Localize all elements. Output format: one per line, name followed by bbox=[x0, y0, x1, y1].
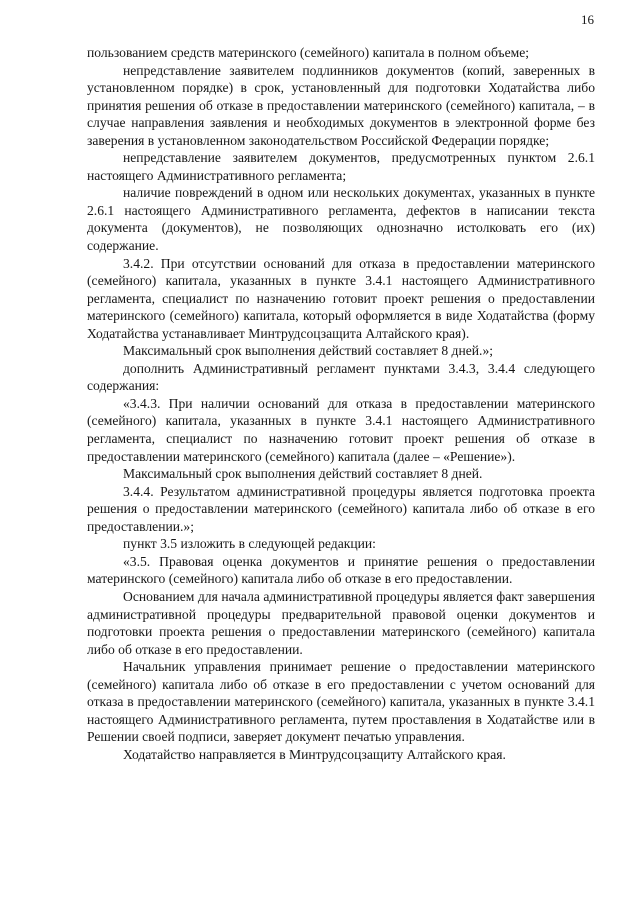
paragraph-3-4-4: 3.4.4. Результатом административной процедуры является подготовка проекта решения о предоставлении материнского (семейного) капитала либо об отказе в его предоставлении.»; bbox=[87, 483, 595, 534]
paragraph: Начальник управления принимает решение о предоставлении материнского (семейного) капитала либо об отказе в его предоставлении с учетом оснований для отказа в предоставлении материнского (семейного) капитала, указанных в пункте 3.4.1 настоящего Административного регламента, путем проставления в Ходатайстве или в Решении своей подписи, заверяет документ печатью управления. bbox=[87, 659, 595, 745]
paragraph: Максимальный срок выполнения действий составляет 8 дней. bbox=[123, 466, 483, 482]
paragraph: Ходатайство направляется в Минтрудсоцзащиту Алтайского края. bbox=[123, 746, 506, 762]
paragraph: пункт 3.5 изложить в следующей редакции: bbox=[123, 536, 376, 552]
document-body bbox=[87, 44, 595, 763]
paragraph: непредставление заявителем документов, предусмотренных пунктом 2.6.1 настоящего Административного регламента; bbox=[87, 150, 595, 183]
paragraph-continuation: пользованием средств материнского (семейного) капитала в полном объеме; bbox=[87, 45, 530, 60]
paragraph: непредставление заявителем подлинников документов (копий, заверенных в установленном порядке) в срок, установленный для подготовки Ходатайства либо принятия решения об отказе в предоставлении материнского (семейного) капитала, – в случае направления заявления и необходимых документов в электронной форме без заверения в установленном законодательством Российской Федерации порядке; bbox=[87, 62, 595, 148]
page-number: 16 bbox=[581, 12, 594, 27]
paragraph: Максимальный срок выполнения действий составляет 8 дней.»; bbox=[123, 343, 494, 359]
paragraph-3-4-3: «3.4.3. При наличии оснований для отказа в предоставлении материнского (семейного) капитала, указанных в пункте 3.4.1 настоящего Административного регламента, специалист по назначению готовит проект решения об отказе в предоставлении материнского (семейного) капитала (далее – «Решение»). bbox=[87, 395, 595, 464]
paragraph: наличие повреждений в одном или нескольких документах, указанных в пункте 2.6.1 настоящего Административного регламента, дефектов в написании текста документа (документов), не позволяющих однозначно истолковать его (их) содержание. bbox=[87, 185, 595, 254]
paragraph-3-5: «3.5. Правовая оценка документов и принятие решения о предоставлении материнского (семейного) капитала либо об отказе в его предоставлении. bbox=[87, 553, 595, 587]
paragraph: дополнить Административный регламент пунктами 3.4.3, 3.4.4 следующего содержания: bbox=[87, 360, 595, 394]
paragraph: Основанием для начала административной процедуры является факт завершения административной процедуры предварительной правовой оценки документов и подготовки проекта решения о предоставлении материнского (семейного) капитала либо об отказе в его предоставлении. bbox=[87, 588, 595, 657]
paragraph-3-4-2: 3.4.2. При отсутствии оснований для отказа в предоставлении материнского (семейного) капитала, указанных в пункте 3.4.1 настоящего Административного регламента, специалист по назначению готовит проект решения о предоставлении материнского (семейного) капитала, который оформляется в виде Ходатайства (форму Ходатайства устанавливает Минтрудсоцзащита Алтайского края). bbox=[87, 255, 595, 341]
